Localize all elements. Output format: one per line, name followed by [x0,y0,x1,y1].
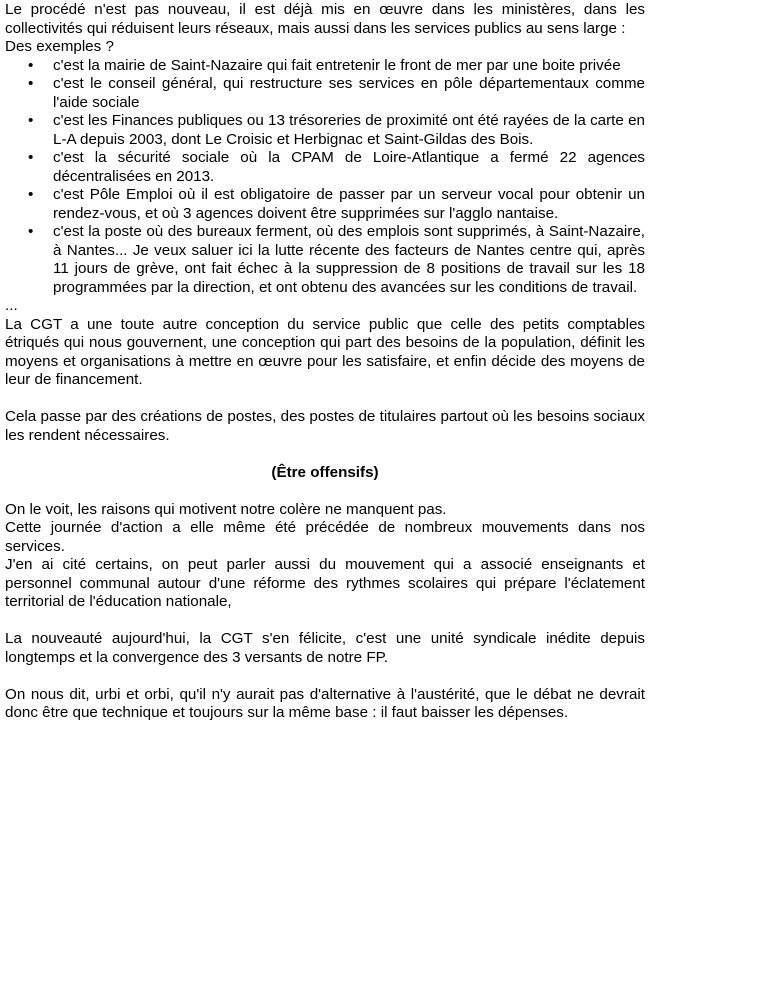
list-item [28,75,645,112]
spacer [5,445,645,464]
nouveaute-paragraph: La nouveauté aujourd'hui, la CGT s'en félicite, c'est une unité syndicale inédite depuis longtemps et la convergence des 3 versants de notre FP. [5,630,645,666]
section-heading: (Être offensifs) [271,463,379,481]
spacer [5,390,645,409]
bullet-icon: • [28,75,34,92]
list-item-text: c'est les Finances publiques ou 13 trésoreries de proximité ont été rayées de la carte en L-A depuis 2003, dont Le Croisic et Herbignac et Saint-Gildas des Bois. [53,112,645,148]
list-item [28,186,645,223]
intro-paragraph: Le procédé n'est pas nouveau, il est déjà mis en œuvre dans les ministères, dans les collectivités qui réduisent leurs réseaux, mais aussi dans les services publics au sens large : [5,1,645,37]
list-item-text: c'est le conseil général, qui restructure ses services en pôle départementaux comme l'aide sociale [53,75,645,111]
document-body [5,1,645,723]
list-item-text: c'est la sécurité sociale où la CPAM de Loire-Atlantique a fermé 22 agences décentralisées en 2013. [53,149,645,185]
list-item-text: c'est la mairie de Saint-Nazaire qui fait entretenir le front de mer par une boite privée [53,56,621,74]
ellipsis: ... [5,297,18,314]
spacer [5,667,645,686]
bullet-icon: • [28,186,34,203]
examples-list [5,57,645,298]
list-item [28,149,645,186]
list-item [28,223,645,297]
list-item-text: c'est Pôle Emploi où il est obligatoire de passer par un serveur vocal pour obtenir un rendez-vous, et où 3 agences doivent être supprimées sur l'agglo nantaise. [53,186,645,222]
bullet-icon: • [28,149,34,166]
spacer [5,612,645,631]
bullet-icon: • [28,112,34,129]
list-item [28,112,645,149]
bullet-icon: • [28,223,34,240]
list-item [28,56,645,76]
bullet-icon: • [28,56,34,74]
colere-paragraph: On le voit, les raisons qui motivent notre colère ne manquent pas. [5,500,447,518]
examples-label: Des exemples ? [5,38,114,55]
list-item-text: c'est la poste où des bureaux ferment, où des emplois sont supprimés, à Saint-Nazaire, à Nantes... Je veux saluer ici la lutte récente des facteurs de Nantes centre qui, après 11 jours de grève, ont fait échec à la suppression de 8 positions de travail sur les 18 programmées par la direction, et ont obtenu des avancées sur les conditions de travail. [53,223,645,296]
postes-paragraph: Cela passe par des créations de postes, des postes de titulaires partout où les besoins sociaux les rendent nécessaires. [5,408,645,444]
austerite-paragraph: On nous dit, urbi et orbi, qu'il n'y aurait pas d'alternative à l'austérité, que le débat ne devrait donc être que technique et toujours sur la même base : il faut baisser les dépenses. [5,685,645,721]
spacer [5,482,645,501]
cite-paragraph: J'en ai cité certains, on peut parler aussi du mouvement qui a associé enseignants et personnel communal autour d'une réforme des rythmes scolaires qui prépare l'éclatement territorial de l'éducation nationale, [5,556,645,610]
journee-paragraph: Cette journée d'action a elle même été précédée de nombreux mouvements dans nos services. [5,519,645,555]
cgt-conception-paragraph: La CGT a une toute autre conception du service public que celle des petits comptables étriqués qui nous gouvernent, une conception qui part des besoins de la population, définit les moyens et organisations à mettre en œuvre pour les satisfaire, et enfin décide des moyens de leur de financement. [5,315,645,388]
